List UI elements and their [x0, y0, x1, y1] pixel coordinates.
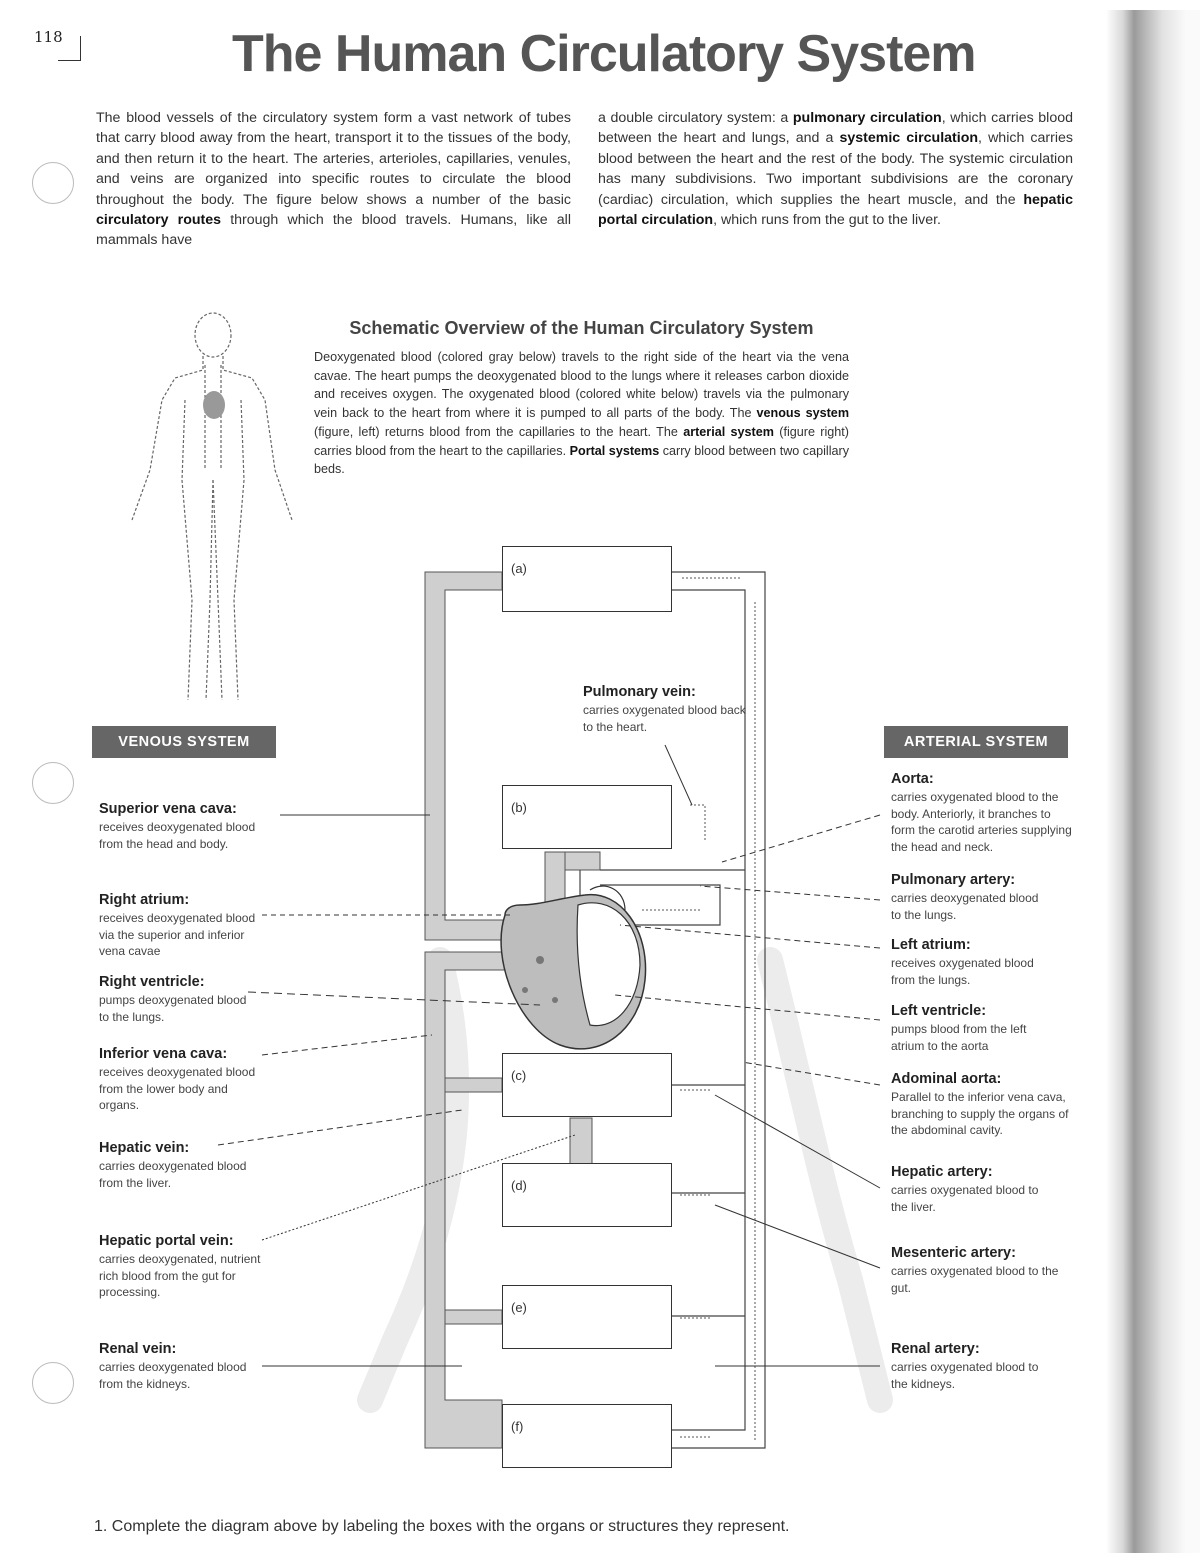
label-inferior-vena-cava: Inferior vena cava: receives deoxygenated blood from the lower body and organs. [99, 1046, 256, 1113]
arterial-system-header: ARTERIAL SYSTEM [884, 726, 1068, 758]
schematic-title: Schematic Overview of the Human Circulatory System [349, 318, 814, 338]
label-right-ventricle: Right ventricle: pumps deoxygenated blood to the lungs. [99, 974, 247, 1024]
schematic-description: Deoxygenated blood (colored gray below) travels to the right side of the heart via the vena cavae. The heart pumps the deoxygenated blood to the lungs where it releases carbon dioxide and receives oxygen. The oxygenated blood (colored white below) travels via the pulmonary vein back to the heart from where it is pumped to all parts of the body. The venous system (figure, left) returns blood from the capillaries to the heart. The arterial system (figure right) carries blood from the heart to the capillaries. Portal systems carry blood between two capillary beds. [314, 350, 850, 477]
box-c[interactable]: (c) [502, 1053, 672, 1117]
body-heart-icon [203, 391, 225, 419]
label-left-ventricle: Left ventricle: pumps blood from the left atrium to the aorta [891, 1003, 1027, 1053]
page-title: The Human Circulatory System [232, 25, 976, 83]
venous-system-header: VENOUS SYSTEM [92, 726, 276, 758]
label-left-atrium: Left atrium: receives oxygenated blood from the lungs. [891, 937, 1034, 987]
label-pulmonary-vein: Pulmonary vein: carries oxygenated blood back to the heart. [583, 684, 746, 734]
label-renal-artery: Renal artery: carries oxygenated blood to the kidneys. [891, 1341, 1039, 1391]
human-body-figure [132, 313, 292, 700]
label-abdominal-aorta: Adominal aorta: Parallel to the inferior vena cava, branching to supply the organs of the abdominal cavity. [891, 1071, 1069, 1138]
box-e[interactable]: (e) [502, 1285, 672, 1349]
page-number: 118 [34, 28, 63, 46]
intro-right-column: a double circulatory system: a pulmonary circulation, which carries blood between the heart and lungs, and a systemic circulation, which carries blood between the heart and the rest of the body. The systemic circulation has many subdivisions. Two important subdivisions are the coronary (cardiac) circulation, which supplies the heart muscle, and the hepatic portal circulation, which runs from the gut to the liver. [598, 110, 1074, 229]
label-aorta: Aorta: carries oxygenated blood to the body. Anteriorly, it branches to form the carotid arteries supplying the head and neck. [891, 771, 1072, 854]
box-d[interactable]: (d) [502, 1163, 672, 1227]
label-hepatic-artery: Hepatic artery: carries oxygenated blood to the liver. [891, 1164, 1039, 1214]
box-f[interactable]: (f) [502, 1404, 672, 1468]
label-superior-vena-cava: Superior vena cava: receives deoxygenated blood from the head and body. [99, 801, 256, 851]
intro-left-column: The blood vessels of the circulatory system form a vast network of tubes that carry blood away from the heart, transport it to the tissues of the body, and then return it to the heart. The arteries, arterioles, capillaries, venules, and veins are organized into specific routes to circulate the blood throughout the body. The figure below shows a number of the basic circulatory routes through which the blood travels. Humans, like all mammals have [96, 110, 571, 249]
label-renal-vein: Renal vein: carries deoxygenated blood from the kidneys. [99, 1341, 247, 1391]
label-right-atrium: Right atrium: receives deoxygenated blood via the superior and inferior vena cavae [99, 892, 256, 959]
label-pulmonary-artery: Pulmonary artery: carries deoxygenated blood to the lungs. [891, 872, 1039, 922]
box-a[interactable]: (a) [502, 546, 672, 612]
label-hepatic-vein: Hepatic vein: carries deoxygenated blood from the liver. [99, 1140, 247, 1190]
heart-illustration [501, 886, 645, 1049]
box-b[interactable]: (b) [502, 785, 672, 849]
question-1: 1. Complete the diagram above by labeling the boxes with the organs or structures they represent. [94, 1518, 790, 1535]
label-hepatic-portal-vein: Hepatic portal vein: carries deoxygenated, nutrient rich blood from the gut for processing. [99, 1233, 261, 1300]
label-mesenteric-artery: Mesenteric artery: carries oxygenated blood to the gut. [891, 1245, 1059, 1295]
